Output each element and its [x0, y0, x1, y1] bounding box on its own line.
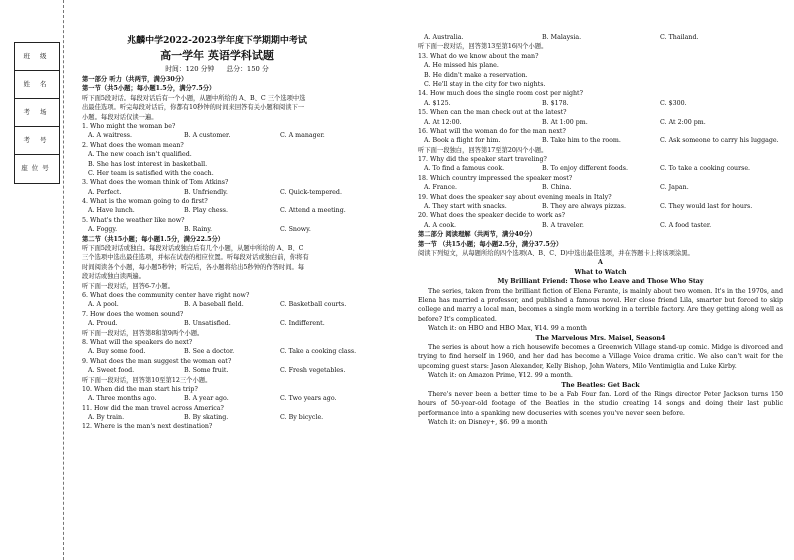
class-field[interactable]: 班 级	[15, 43, 59, 71]
show-description: The series is about how a rich housewife becomes a Greenwich Village stand-up comic. Midge is divorced and trying to find herself in 1960, and her dad has become a Village Voice drama critic. We also can't wait for the upcoming guest stars: Jason Alexander, Kelly Bishop, John Waters, Milo Ventimiglia and Luke Kirby.	[418, 343, 783, 370]
left-column	[82, 0, 382, 560]
option-c[interactable]: C. By bicycle.	[280, 414, 324, 422]
exam-number-field[interactable]: 考 号	[15, 127, 59, 155]
option-b[interactable]: B. They are always pizzas.	[542, 203, 627, 211]
sec2-instruction-line: 时间阅读各个小题，每小题5秒钟；听完后，各小题将给出5秒钟的作答时间。每	[82, 263, 305, 271]
question-text: 8. What will the speakers do next?	[82, 338, 193, 346]
option-c[interactable]: C. A manager.	[280, 132, 325, 140]
option-b[interactable]: B. A customer.	[184, 132, 231, 140]
option-row	[418, 118, 783, 127]
option-c[interactable]: C. Attend a meeting.	[280, 207, 346, 215]
option-a[interactable]: A. Sweet food.	[88, 367, 135, 375]
listening-part-title: 第一部分 听力（共两节，满分30分）	[82, 76, 188, 83]
option-b[interactable]: B. A year ago.	[184, 395, 229, 403]
right-column	[418, 0, 783, 560]
option-row	[82, 206, 382, 215]
option-c[interactable]: C. To take a cooking course.	[660, 165, 751, 173]
option-c[interactable]: C. Take a cooking class.	[280, 348, 357, 356]
option-row	[82, 131, 382, 140]
answer-option: B. He didn't make a reservation.	[424, 71, 528, 79]
exam-meta	[82, 64, 382, 75]
option-c[interactable]: C. Fresh vegetables.	[280, 367, 346, 375]
option-a[interactable]: A. To find a famous cook.	[424, 165, 505, 173]
passage-title: What to Watch	[574, 268, 627, 276]
option-row	[82, 394, 382, 403]
option-b[interactable]: B. At 1:00 pm.	[542, 118, 588, 126]
option-b[interactable]: B. To enjoy different foods.	[542, 165, 628, 173]
question-text: 听下面一段对话，回答第13至第16四个小题。	[418, 43, 548, 51]
answer-option: A. He missed his plane.	[424, 62, 499, 70]
option-c[interactable]: C. $300.	[660, 99, 687, 107]
show-watch-info: Watch it: on Amazon Prime, ¥12. 99 a month.	[428, 372, 573, 380]
seat-number-field[interactable]: 座位号	[21, 164, 53, 172]
option-a[interactable]: A. They start with snacks.	[424, 203, 507, 211]
option-row	[418, 183, 783, 192]
option-a[interactable]: A. Buy some food.	[88, 348, 146, 356]
option-a[interactable]: A. $125.	[424, 99, 451, 107]
answer-option: C. He'll stay in the city for two nights.	[424, 80, 546, 88]
question-text: 11. How did the man travel across America?	[82, 404, 224, 412]
sec2-instruction-line: 听下面5段对话或独白。每段对话或独白后有几个小题，从题中所给的 A、B、C	[82, 245, 304, 253]
question-text: 听下面一段对话，回答6-7小题。	[82, 282, 174, 290]
option-b[interactable]: B. Unfriendly.	[184, 188, 228, 196]
name-field[interactable]: 姓 名	[15, 71, 59, 99]
option-c[interactable]: C. They would last for hours.	[660, 203, 753, 211]
option-b[interactable]: B. Rainy.	[184, 226, 213, 234]
option-a[interactable]: A. A waitress.	[88, 132, 132, 140]
show-title: My Brilliant Friend: Those who Leave and Those Who Stay	[497, 278, 704, 286]
question-text: 4. What is the woman going to do first?	[82, 198, 208, 206]
question-text: 16. What will the woman do for the man next?	[418, 127, 566, 135]
option-row	[418, 164, 783, 173]
option-a[interactable]: A. A pool.	[88, 301, 119, 309]
question-text: 10. When did the man start his trip?	[82, 385, 198, 393]
option-c[interactable]: C. A food taster.	[660, 221, 712, 229]
option-row	[418, 221, 783, 230]
reading-instruction: 阅读下列短文，从每题所给的四个选项(A、B、C、D)中选出最佳选项，并在答题卡上将该项涂黑。	[418, 249, 694, 257]
show-description: There's never been a better time to be a Fab Four fan. Lord of the Rings director Peter Jackson turns 150 hours of 50-year-old footage of the Beatles in the studio creating 14 songs and doing their last public performance into a spanking new docuseries with scenes you've never seen before.	[418, 390, 783, 417]
question-text: 19. What does the speaker say about evening meals in Italy?	[418, 193, 612, 201]
option-b[interactable]: B. Unsatisfied.	[184, 320, 231, 328]
school-exam-title: 兆麟中学2022-2023学年度下学期期中考试	[127, 36, 307, 46]
sec2-instruction-line: 段对话或独白读两遍。	[82, 273, 145, 281]
sec1-instruction-line: 听下面5段对话。每段对话后有一个小题，从题中所给的 A、B、C 三个选项中选	[82, 94, 306, 102]
time-label: 时间：120 分钟	[165, 65, 215, 73]
subject-title: 高一学年 英语学科试题	[160, 49, 274, 62]
question-text: 7. How does the women sound?	[82, 310, 184, 318]
sec1-instruction-line: 出最佳选项。听完每段对话后，你都有10秒钟的时间来回答有关小题和阅读下一	[82, 104, 305, 112]
student-info-box	[14, 42, 60, 184]
option-b[interactable]: B. A traveler.	[542, 221, 584, 229]
option-a[interactable]: A. France.	[424, 184, 457, 192]
option-row	[418, 99, 783, 108]
option-b[interactable]: B. Play chess.	[184, 207, 228, 215]
question-text: 15. When can the man check out at the latest?	[418, 109, 567, 117]
question-text: 20. What does the speaker decide to work as?	[418, 212, 565, 220]
show-description: The series, taken from the brilliant fiction of Elena Ferante, is mainly about two women. It's in the 1970s, and Elena has married a professor, and published a famous novel. Her close friend Lila, smarter but forced to skip college and marry a local man, becomes a single mom working in a terrible factory. Are they getting along well as before? It's complicated.	[418, 287, 783, 323]
option-c[interactable]: C. Ask someone to carry his luggage.	[660, 137, 779, 145]
right-question-list	[418, 33, 783, 230]
listening-sec1-title: 第一节（共5小题；每小题1.5分，满分7.5分）	[82, 85, 216, 93]
listening-sec2-title: 第二节（共15小题；每小题1.5分，满分22.5分）	[82, 235, 225, 243]
option-a[interactable]: A. Book a flight for him.	[424, 137, 501, 145]
fold-line	[63, 0, 64, 560]
sec2-instruction-line: 三个选项中选出最佳选项，并标在试卷的相应位置。听每段对话或独白前，你将有	[82, 254, 309, 262]
question-text: 2. What does the woman mean?	[82, 141, 184, 149]
option-row	[418, 202, 783, 211]
option-b[interactable]: B. Some fruit.	[184, 367, 229, 375]
option-c[interactable]: C. Japan.	[660, 184, 689, 192]
question-text: 12. Where is the man's next destination?	[82, 423, 213, 431]
option-c[interactable]: C. At 2:00 pm.	[660, 118, 706, 126]
show-title: The Marvelous Mrs. Maisel, Season4	[535, 334, 666, 342]
option-b[interactable]: B. By skating.	[184, 414, 229, 422]
option-b[interactable]: B. Take him to the room.	[542, 137, 621, 145]
question-text: 5. What's the weather like now?	[82, 216, 185, 224]
option-row	[82, 225, 382, 234]
option-row	[82, 319, 382, 328]
option-a[interactable]: A. Proud.	[88, 320, 118, 328]
sec1-instruction-line: 小题。每段对话仅读一遍。	[82, 113, 158, 121]
option-c[interactable]: C. Indifferent.	[280, 320, 325, 328]
option-a[interactable]: A. Three months ago.	[88, 395, 157, 403]
show-watch-info: Watch it: on HBO and HBO Max, ¥14. 99 a month	[428, 325, 587, 333]
question-text: 3. What does the woman think of Tom Atkins?	[82, 179, 229, 187]
option-a[interactable]: A. At 12:00.	[424, 118, 462, 126]
answer-option: C. Her team is satisfied with the coach.	[88, 169, 214, 177]
option-row	[82, 188, 382, 197]
passage-letter: A	[598, 259, 603, 267]
reading-sec1-title: 第一节 （共15小题；每小题2.5分，满分37.5分）	[418, 240, 563, 248]
exam-room-field[interactable]: 考 场	[15, 99, 59, 127]
answer-option: A. The new coach isn't qualified.	[88, 151, 192, 159]
question-text: 1. Who might the woman be?	[82, 122, 176, 130]
option-a[interactable]: A. Perfect.	[88, 188, 122, 196]
option-row	[418, 33, 783, 42]
option-c[interactable]: C. Thailand.	[660, 34, 699, 41]
show-watch-info: Watch it: on Disney+, $6. 99 a month	[428, 419, 548, 427]
question-text: 听下面一段对话，回答第10至第12三个小题。	[82, 376, 212, 384]
answer-option: B. She has lost interest in basketball.	[88, 160, 208, 168]
question-text: 听下面一段独白，回答第17至第20四个小题。	[418, 146, 548, 154]
option-row	[82, 366, 382, 375]
option-a[interactable]: A. Have lunch.	[88, 207, 135, 215]
option-row	[82, 300, 382, 309]
option-b[interactable]: B. $178.	[542, 99, 569, 107]
option-b[interactable]: B. See a doctor.	[184, 348, 235, 356]
option-c[interactable]: C. Snowy.	[280, 226, 311, 234]
binding-margin	[0, 0, 68, 560]
question-text: 17. Why did the speaker start traveling?	[418, 156, 547, 164]
question-text: 听下面一段对话，回答第8和第9两个小题。	[82, 329, 204, 337]
option-a[interactable]: A. Foggy.	[88, 226, 118, 234]
show-list	[418, 277, 783, 427]
left-question-list	[82, 122, 382, 432]
option-b[interactable]: B. Malaysia.	[542, 34, 582, 41]
reading-part-title: 第二部分 阅读理解（共两节，满分40分）	[418, 231, 537, 239]
option-b[interactable]: B. A baseball field.	[184, 301, 244, 309]
score-label: 总分：150 分	[226, 65, 269, 73]
option-c[interactable]: C. Two years ago.	[280, 395, 337, 403]
question-text: 13. What do we know about the man?	[418, 52, 539, 60]
option-a[interactable]: A. Australia.	[424, 34, 464, 41]
option-row	[418, 136, 783, 145]
option-c[interactable]: C. Basketball courts.	[280, 301, 347, 309]
question-text: 18. Which country impressed the speaker most?	[418, 174, 573, 182]
question-text: 6. What does the community center have right now?	[82, 291, 250, 299]
option-row	[82, 347, 382, 356]
option-a[interactable]: A. By train.	[88, 414, 125, 422]
option-a[interactable]: A. A cook.	[424, 221, 457, 229]
option-row	[82, 413, 382, 422]
question-text: 14. How much does the single room cost per night?	[418, 90, 583, 98]
option-c[interactable]: C. Quick-tempered.	[280, 188, 342, 196]
option-b[interactable]: B. China.	[542, 184, 572, 192]
question-text: 9. What does the man suggest the woman eat?	[82, 357, 232, 365]
show-title: The Beatles: Get Back	[561, 381, 640, 389]
